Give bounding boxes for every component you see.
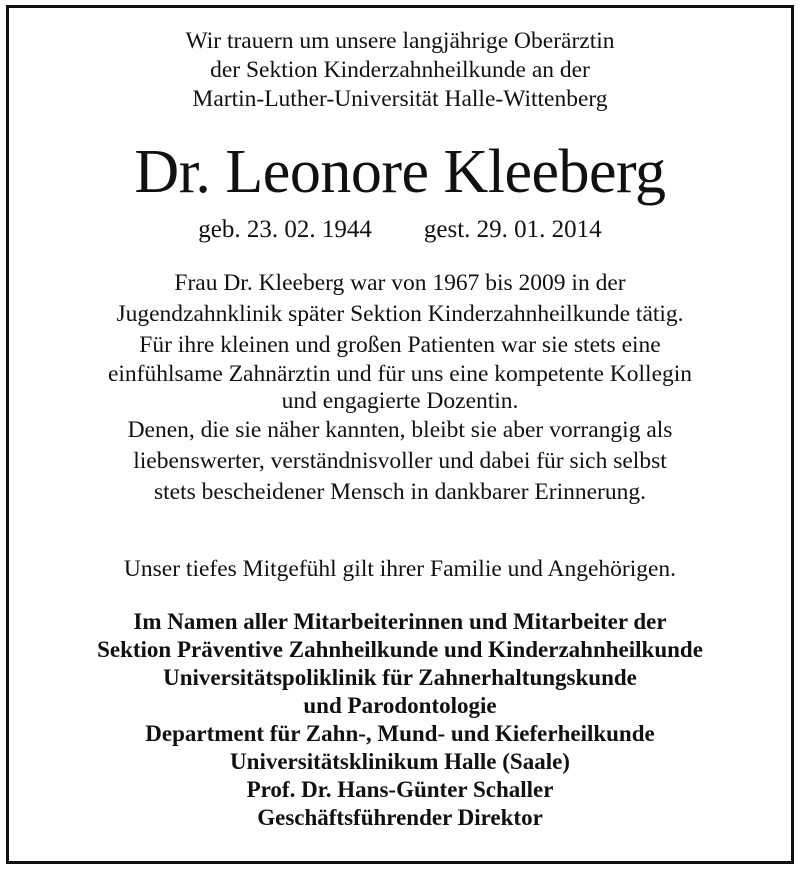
tribute-line: Für ihre kleinen und großen Patienten war sie stets eine [139,332,661,358]
tribute-line: Denen, die sie näher kannten, bleibt sie aber vorrangig als [127,417,673,443]
intro-line: der Sektion Kinderzahnheilkunde an der [210,57,590,83]
deceased-name: Dr. Leonore Kleeberg [134,138,666,206]
signature-line: Sektion Präventive Zahnheilkunde und Kinderzahnheilkunde [97,637,703,662]
intro-line: Martin-Luther-Universität Halle-Wittenberg [192,86,608,112]
life-dates [0,215,800,245]
tribute-line: Frau Dr. Kleeberg war von 1967 bis 2009 in der [174,270,626,296]
signature-line: Universitätsklinikum Halle (Saale) [230,749,570,774]
tribute-line: stets bescheidener Mensch in dankbarer Erinnerung. [153,479,647,505]
intro-line: Wir trauern um unsere langjährige Oberärztin [185,28,615,54]
signature-line: Department für Zahn-, Mund- und Kieferheilkunde [145,721,655,746]
signature-line: Universitätspoliklinik für Zahnerhaltungskunde [163,665,637,690]
signature-line: und Parodontologie [303,693,497,718]
sympathy-text: Unser tiefes Mitgefühl gilt ihrer Familie und Angehörigen. [123,556,677,582]
birth-date: geb. 23. 02. 1944 [198,216,372,243]
tribute-line: liebenswerter, verständnisvoller und dabei für sich selbst [133,448,667,474]
signature-line: Geschäftsführender Direktor [257,805,543,830]
signature-block [0,608,800,832]
tribute-text [0,268,800,508]
intro-text [0,27,800,114]
signature-line: Prof. Dr. Hans-Günter Schaller [246,777,554,802]
tribute-line: Jugendzahnklinik später Sektion Kinderzahnheilkunde tätig. [116,301,684,327]
tribute-line: und engagierte Dozentin. [281,388,519,414]
tribute-line: einfühlsame Zahnärztin und für uns eine kompetente Kollegin [107,361,693,387]
death-date: gest. 29. 01. 2014 [423,216,602,243]
signature-line: Im Namen aller Mitarbeiterinnen und Mitarbeiter der [133,609,667,634]
